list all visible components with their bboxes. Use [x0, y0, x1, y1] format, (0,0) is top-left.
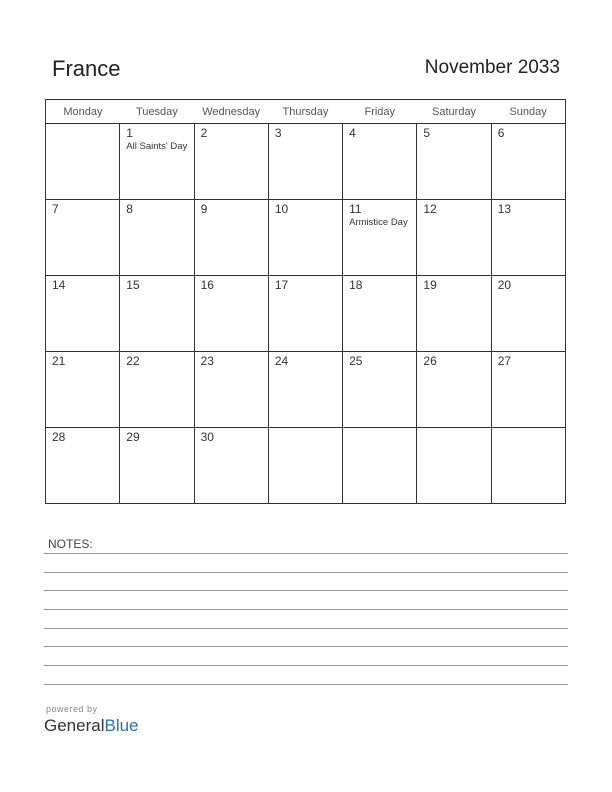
day-cell [417, 276, 491, 352]
week-row [46, 352, 566, 428]
powered-by-text: powered by [46, 704, 98, 714]
notes-line [44, 646, 568, 647]
notes-line [44, 609, 568, 610]
day-number: 19 [423, 278, 437, 292]
day-cell [120, 200, 194, 276]
week-row [46, 276, 566, 352]
day-cell [268, 428, 342, 504]
day-cell [194, 428, 268, 504]
day-number: 26 [423, 354, 437, 368]
notes-line [44, 684, 568, 685]
brand-logo[interactable] [44, 716, 139, 736]
day-cell [194, 352, 268, 428]
day-number: 29 [126, 430, 140, 444]
day-number: 23 [200, 354, 214, 368]
day-number: 22 [126, 354, 140, 368]
day-number: 8 [126, 202, 133, 216]
brand-general-text: General [44, 716, 105, 735]
day-cell [268, 124, 342, 200]
day-number: 2 [200, 126, 208, 140]
day-cell [491, 276, 565, 352]
week-row [46, 124, 566, 200]
day-cell [120, 352, 194, 428]
day-number: 17 [274, 278, 289, 292]
day-cell [417, 200, 491, 276]
day-number: 11 [349, 202, 362, 216]
day-cell [194, 200, 268, 276]
day-cell [46, 124, 120, 200]
day-number: 20 [497, 278, 512, 292]
day-cell [343, 276, 417, 352]
day-number: 7 [52, 202, 59, 216]
day-cell [343, 352, 417, 428]
day-cell [46, 276, 120, 352]
calendar-grid [45, 99, 566, 504]
day-cell [268, 276, 342, 352]
weekday-header: Thursday [268, 100, 342, 124]
notes-line [44, 628, 568, 629]
weekday-header: Sunday [491, 100, 565, 124]
day-number: 27 [497, 354, 512, 368]
weekday-header-row [46, 100, 566, 124]
month-year-title: November 2033 [424, 57, 560, 78]
weekday-header: Tuesday [120, 100, 194, 124]
day-number: 25 [349, 354, 363, 368]
day-number: 14 [52, 278, 66, 292]
day-cell [46, 200, 120, 276]
day-number: 16 [200, 278, 214, 292]
day-cell [343, 200, 417, 276]
day-number: 3 [274, 126, 282, 140]
day-cell [417, 428, 491, 504]
notes-line [44, 590, 568, 591]
day-number: 5 [423, 126, 431, 140]
day-number: 24 [274, 354, 289, 368]
day-number: 9 [200, 202, 208, 216]
weekday-header: Friday [343, 100, 417, 124]
day-cell [491, 428, 565, 504]
day-number: 1 [126, 126, 133, 140]
day-cell [268, 352, 342, 428]
day-number: 4 [349, 126, 356, 140]
day-cell [194, 124, 268, 200]
day-number: 13 [497, 202, 512, 216]
day-number: 21 [52, 354, 66, 368]
weekday-header: Wednesday [194, 100, 268, 124]
day-number: 10 [274, 202, 289, 216]
notes-line [44, 553, 568, 554]
day-cell [343, 124, 417, 200]
week-row [46, 200, 566, 276]
notes-label: NOTES: [48, 537, 93, 551]
day-cell [46, 428, 120, 504]
day-cell [194, 276, 268, 352]
weekday-header: Saturday [417, 100, 491, 124]
day-number: 15 [126, 278, 140, 292]
day-cell [268, 200, 342, 276]
day-cell [120, 276, 194, 352]
country-title: France [52, 56, 121, 81]
day-cell [417, 352, 491, 428]
day-number: 12 [423, 202, 437, 216]
holiday-label: Armistice Day [349, 217, 408, 228]
day-number: 30 [200, 430, 214, 444]
day-cell [46, 352, 120, 428]
day-number: 28 [52, 430, 66, 444]
day-cell [491, 200, 565, 276]
day-cell [417, 124, 491, 200]
day-cell [120, 124, 194, 200]
day-cell [120, 428, 194, 504]
day-cell [491, 124, 565, 200]
weekday-header: Monday [46, 100, 120, 124]
day-number: 6 [497, 126, 505, 140]
brand-blue-text: Blue [104, 716, 139, 735]
week-row [46, 428, 566, 504]
day-cell [491, 352, 565, 428]
day-number: 18 [349, 278, 363, 292]
notes-line [44, 665, 568, 666]
day-cell [343, 428, 417, 504]
notes-line [44, 572, 568, 573]
holiday-label: All Saints' Day [126, 141, 188, 152]
